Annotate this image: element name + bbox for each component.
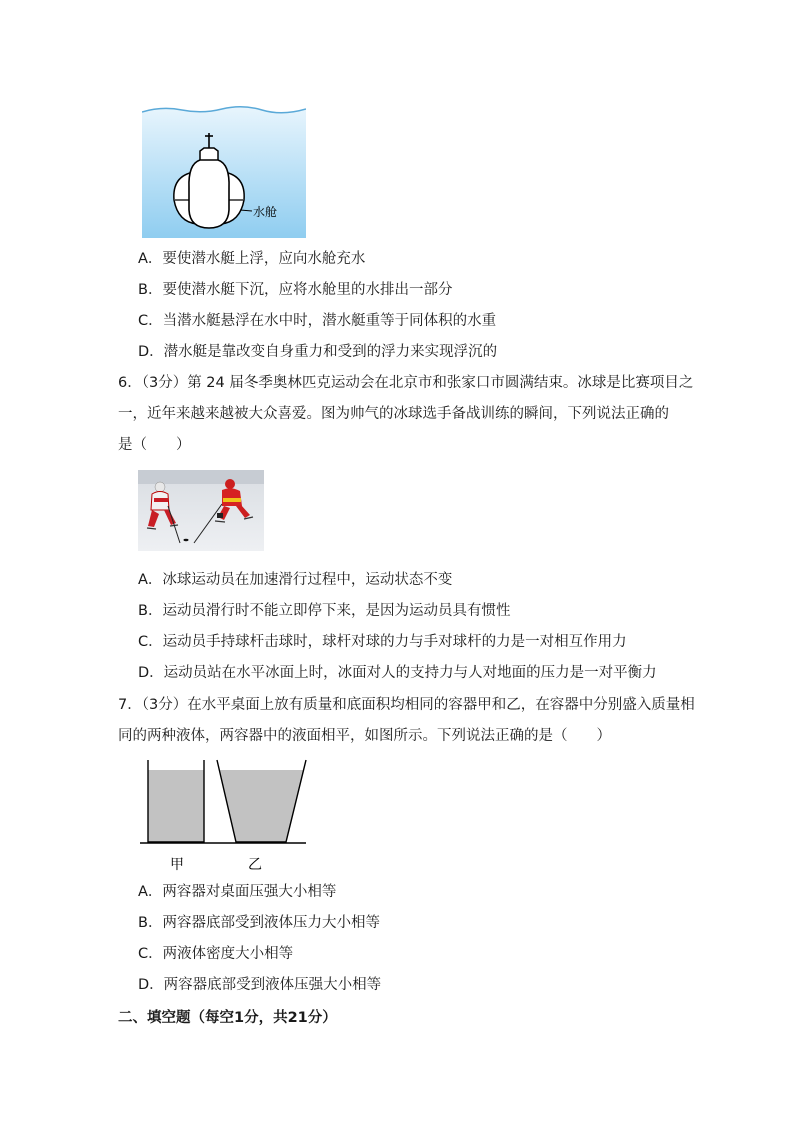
conning-tower [200,148,218,160]
q7-stem-line-1: 7．（3分）在水平桌面上放有质量和底面积均相同的容器甲和乙，在容器中分别盛入质量相 [118,697,695,713]
q6-option-a: A．冰球运动员在加速滑行过程中，运动状态不变 [138,572,453,588]
submarine-figure [142,100,306,238]
q6-option-b: B．运动员滑行时不能立即停下来，是因为运动员具有惯性 [138,603,511,619]
hull [189,160,229,228]
label-yi: 乙 [248,857,262,873]
q5-option-b: B．要使潜水艇下沉，应将水舱里的水排出一部分 [138,282,453,298]
q6-option-d: D．运动员站在水平冰面上时，冰面对人的支持力与人对地面的压力是一对平衡力 [138,665,657,681]
q5-option-a: A．要使潜水艇上浮，应向水舱充水 [138,251,366,267]
q7-option-b: B．两容器底部受到液体压力大小相等 [138,915,380,931]
label-jia: 甲 [170,857,184,873]
containers-figure [140,756,310,874]
q5-option-d: D．潜水艇是靠改变自身重力和受到的浮力来实现浮沉的 [138,344,498,360]
q6-stem-line-2: 一，近年来越来越被大众喜爱。图为帅气的冰球选手备战训练的瞬间，下列说法正确的 [118,406,669,422]
q7-option-a: A．两容器对桌面压强大小相等 [138,884,337,900]
q7-option-d: D．两容器底部受到液体压强大小相等 [138,977,382,993]
q6-option-c: C．运动员手持球杆击球时，球杆对球的力与手对球杆的力是一对相互作用力 [138,634,627,650]
q5-option-c: C．当潜水艇悬浮在水中时，潜水艇重等于同体积的水重 [138,313,497,329]
section-heading: 二、填空题（每空1分，共21分） [118,1010,337,1026]
ice-hockey-photo [138,470,264,551]
q7-option-c: C．两液体密度大小相等 [138,946,294,962]
tank-label: 水舱 [253,205,278,219]
q7-stem-line-2: 同的两种液体，两容器中的液面相平，如图所示。下列说法正确的是（ ） [118,728,611,744]
container-yi-liquid [220,770,304,842]
q6-stem-line-1: 6．（3分）第 24 届冬季奥林匹克运动会在北京市和张家口市圆满结束。冰球是比赛项目之 [118,375,694,391]
q6-stem-line-3: 是（ ） [118,437,191,453]
puck [184,539,189,541]
container-jia-liquid [148,770,204,842]
